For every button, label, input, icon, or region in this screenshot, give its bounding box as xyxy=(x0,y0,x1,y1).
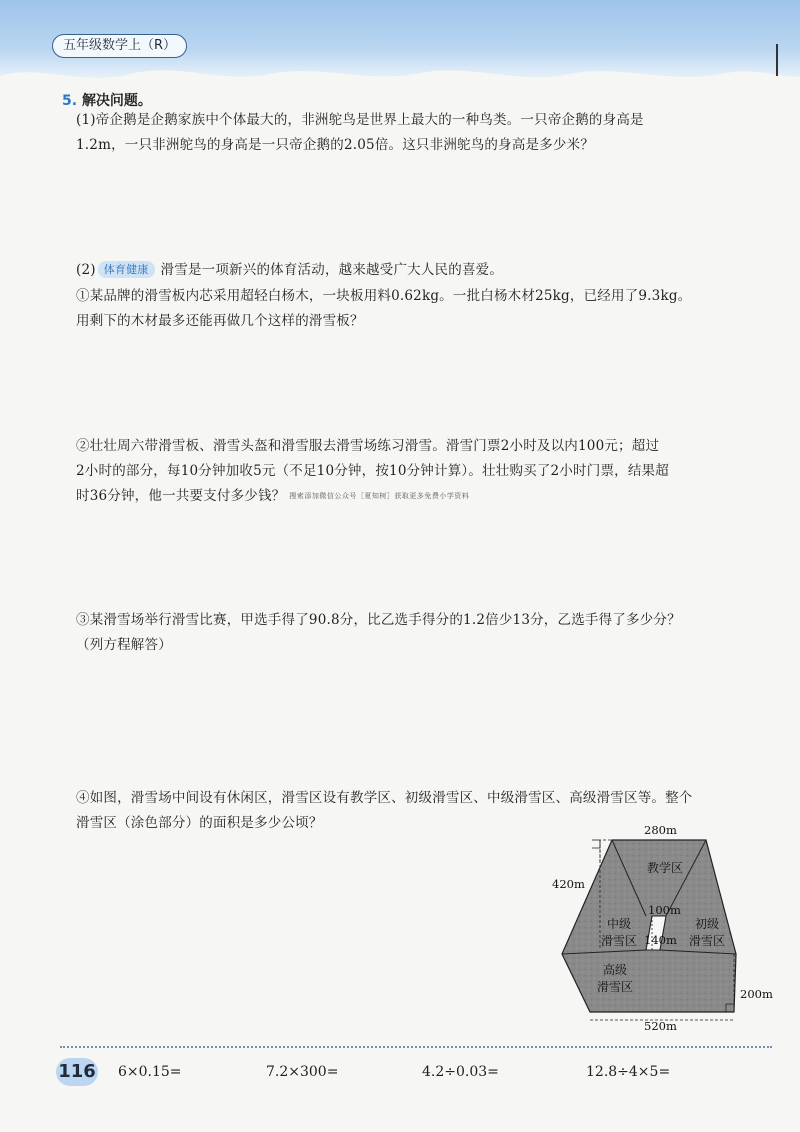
problem-1-line-2: 1.2m，一只非洲鸵鸟的身高是一只帝企鹅的2.05倍。这只非洲鸵鸟的身高是多少米？ xyxy=(76,137,595,153)
ski-field-figure xyxy=(548,818,780,1036)
page-edge-mark xyxy=(776,44,778,76)
question-1-line-2: 用剩下的木材最多还能再做几个这样的滑雪板？ xyxy=(76,313,364,329)
question-3-line-2: （列方程解答） xyxy=(76,637,172,653)
calc-2: 7.2×300= xyxy=(266,1064,339,1080)
ski-field-diagram xyxy=(548,818,780,1036)
question-4-line-1: ④如图，滑雪场中间设有休闲区，滑雪区设有教学区、初级滑雪区、中级滑雪区、高级滑雪区等。整个 xyxy=(76,790,693,806)
page-number: 116 xyxy=(56,1058,98,1086)
label-inner-height: 140m xyxy=(644,933,677,947)
question-4-line-2: 滑雪区（涂色部分）的面积是多少公顷？ xyxy=(76,815,323,831)
question-3-line-1: ③某滑雪场举行滑雪比赛，甲选手得了90.8分，比乙选手得分的1.2倍少13分，乙选手得了多少分？ xyxy=(76,612,681,628)
header-wave-decoration xyxy=(0,58,800,92)
grade-label: 五年级数学上（R） xyxy=(52,34,187,58)
footer-divider xyxy=(60,1046,772,1048)
problem-2-intro xyxy=(76,258,776,283)
problem-2-question-3 xyxy=(76,608,776,658)
zone-teaching: 教学区 xyxy=(646,861,683,875)
section-number: 5. xyxy=(62,93,78,109)
zone-advanced: 高级 滑雪区 xyxy=(596,963,633,994)
question-2-line-3-text: 时36分钟，他一共要支付多少钱？ xyxy=(76,488,286,504)
calc-3: 4.2÷0.03= xyxy=(422,1064,499,1080)
problem-2-question-1 xyxy=(76,284,776,334)
label-height: 420m xyxy=(552,877,585,891)
question-2-line-3 xyxy=(76,484,776,509)
problem-1-line-1: (1)帝企鹅是企鹅家族中个体最大的，非洲鸵鸟是世界上最大的一种鸟类。一只帝企鹅的身高是 xyxy=(76,112,644,128)
zone-middle: 中级 滑雪区 xyxy=(600,917,637,948)
section-title xyxy=(62,90,152,110)
question-2-line-1: ②壮壮周六带滑雪板、滑雪头盔和滑雪服去滑雪场练习滑雪。滑雪门票2小时及以内100元；超过 xyxy=(76,438,660,454)
question-2-line-2: 2小时的部分，每10分钟加收5元（不足10分钟，按10分钟计算）。壮壮购买了2小时门票，结果超 xyxy=(76,463,669,479)
label-bottom-width: 520m xyxy=(644,1019,677,1033)
right-angle-mark xyxy=(592,840,600,848)
calc-1: 6×0.15= xyxy=(118,1064,182,1080)
problem-2-question-2 xyxy=(76,434,776,509)
calc-4: 12.8÷4×5= xyxy=(586,1064,671,1080)
problem-1 xyxy=(76,108,776,158)
watermark-text: 搜索添加微信公众号［夏知树］获取更多免费小学资料 xyxy=(289,492,470,500)
problem-2-intro-text: 滑雪是一项新兴的体育活动，越来越受广大人民的喜爱。 xyxy=(160,262,504,278)
section-heading: 解决问题。 xyxy=(81,93,152,109)
health-tag: 体育健康 xyxy=(98,261,155,278)
question-1-line-1: ①某品牌的滑雪板内芯采用超轻白杨木，一块板用料0.62kg。一批白杨木材25kg，已经用了9.3kg。 xyxy=(76,288,692,304)
label-inner-top: 100m xyxy=(648,903,681,917)
label-top-width: 280m xyxy=(644,823,677,837)
label-bottom-height: 200m xyxy=(740,987,773,1001)
problem-2-prefix: (2) xyxy=(76,262,96,278)
zone-beginner: 初级 滑雪区 xyxy=(688,917,725,948)
